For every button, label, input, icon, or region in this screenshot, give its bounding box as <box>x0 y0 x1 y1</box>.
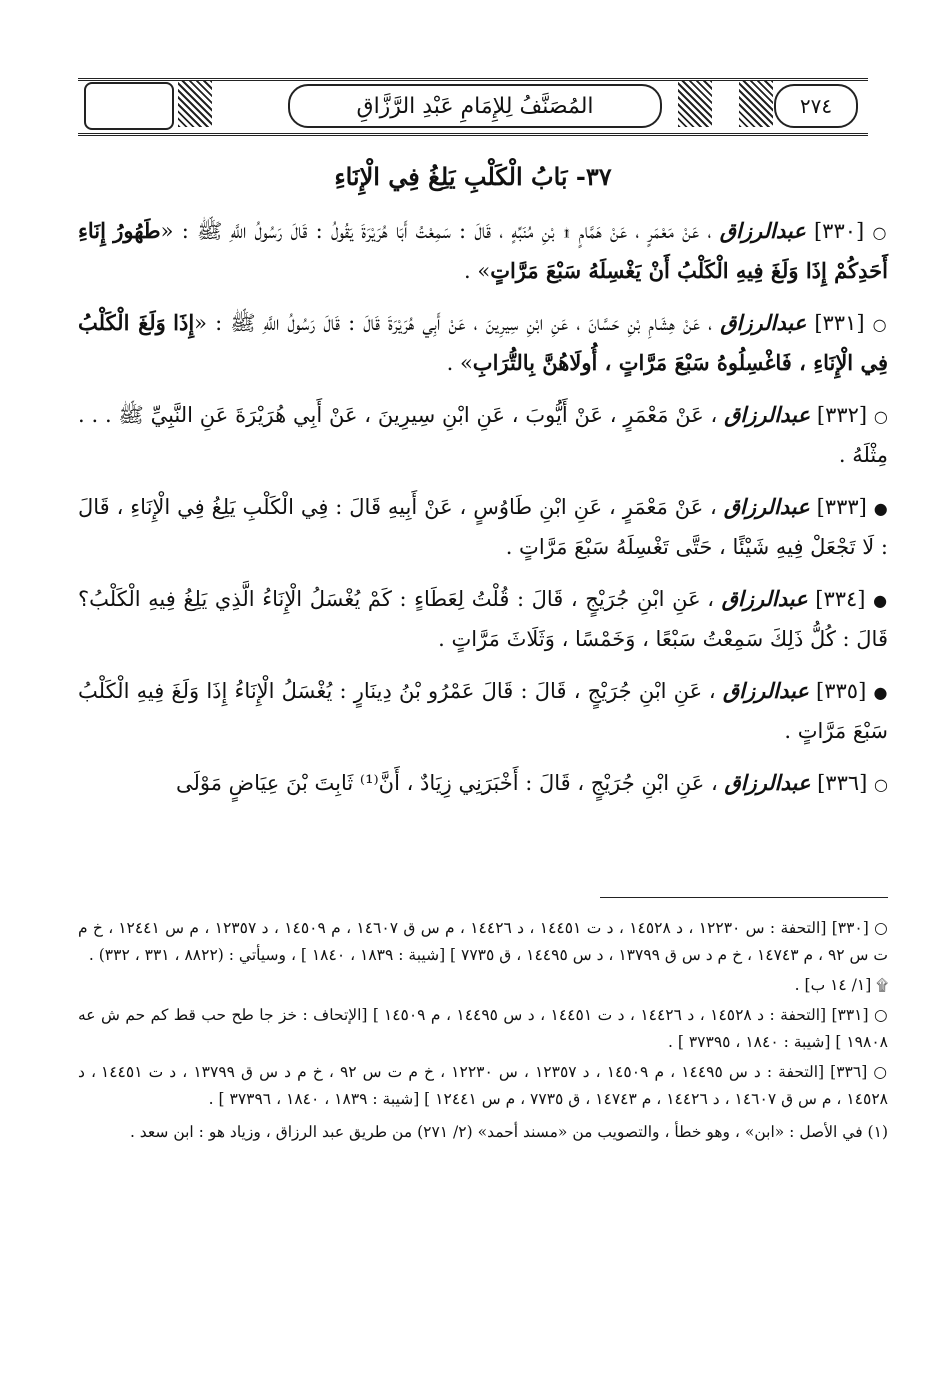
hadith-body <box>78 212 888 818</box>
source-name: عبدالرزاق <box>720 310 807 335</box>
hadith-number: [٣٣٥] <box>816 679 867 703</box>
page-header <box>78 78 868 136</box>
source-name: عبدالرزاق <box>722 678 809 703</box>
hadith-number: [٣٣٣] <box>816 495 867 519</box>
running-title: المُصَنَّفُ لِلإِمَامِ عَبْدِ الرَّزَّاقِ <box>288 84 662 128</box>
hadith-330 <box>78 212 888 290</box>
isnad-text: ، عَنِ ابْنِ جُرَيْجٍ ، قَالَ : قَالَ عَمْرُو بْنُ دِينَارٍ : يُغْسَلُ الْإِنَاءُ إِذَا وَلَغَ فِيهِ الْكَلْبُ سَبْعَ مَرَّاتٍ . <box>78 679 888 743</box>
isnad-text: ، عَنْ هِشَامِ بْنِ حَسَّانَ ، عَنِ ابْنِ سِيرِينَ ، عَنْ أَبِي هُرَيْرَةَ قَالَ : قَالَ رَسُولُ اللَّهِ ﷺ : « <box>194 311 713 335</box>
note-folio: ۩ [١/ ١٤ ب] . <box>794 976 888 994</box>
source-name: عبدالرزاق <box>724 770 811 795</box>
marker: ○ <box>874 775 888 794</box>
ornament-left <box>178 81 212 127</box>
chapter-title: ٣٧- بَابُ الْكَلْبِ يَلِغُ فِي الْإِنَاءِ <box>334 162 612 191</box>
ornament-right <box>739 81 773 127</box>
hadith-332 <box>78 396 888 474</box>
source-name: عبدالرزاق <box>724 402 811 427</box>
note-331: ○ [٣٣١] [التحفة : د ١٤٥٢٨ ، د ١٤٤٢٦ ، د ت ١٤٤٥١ ، د س ١٤٤٩٥ ، م ١٤٥٠٩ ] [الإتحاف : خز جا طح حب قط كم حم ش عه ١٩٨٠٨ ] [شيبة : ١٨٤٠ ، ٣٧٣٩٥ ] . <box>78 1006 888 1051</box>
note-330: ○ [٣٣٠] [التحفة : س ١٢٢٣٠ ، د ١٤٥٢٨ ، د ت ١٤٤٥١ ، د ١٤٤٢٦ ، م س ق ١٤٦٠٧ ، م ١٤٥٠٩ ، د ١٢٣٥٧ ، م س ١٢٤٤١ ، خ م ت س ٩٢ ، م ١٤٧٤٣ ، خ م د س ق ١٣٧٩٩ ، د س ١٤٤٩٥ ، ق ٧٧٣٥ ] [شيبة : ١٨٣٩ ، ١٨٤٠ ] ، وسيأتي : (٨٨٢٢ ، ٣٣١ ، ٣٣٢) . <box>78 919 889 964</box>
matn-text: إِذَا وَلَغَ الْكَلْبُ فِي الْإِنَاءِ ، فَاغْسِلُوهُ سَبْعَ مَرَّاتٍ ، أُولَاهُنَّ بِالتُّرَابِ <box>78 310 888 375</box>
marker: ● <box>873 591 888 610</box>
hadith-331 <box>78 304 888 382</box>
hadith-number: [٣٣٤] <box>815 587 866 611</box>
book-seal-logo <box>84 82 174 130</box>
closing-text: » . <box>446 351 473 375</box>
hadith-number: [٣٣١] <box>814 311 865 335</box>
footnote-1: (١) في الأصل : «ابن» ، وهو خطأ ، والتصويب من «مسند أحمد» (٢/ ٢٧١) من طريق عبد الرزاق ، وزياد هو : ابن سعد . <box>129 1123 888 1141</box>
isnad-text: ، عَنْ مَعْمَرٍ ، عَنْ أَيُّوبَ ، عَنِ ابْنِ سِيرِينَ ، عَنْ أَبِي هُرَيْرَةَ عَنِ النَّبِيِّ ﷺ . . . مِثْلَهُ . <box>78 403 888 467</box>
hadith-number: [٣٣٦] <box>817 771 868 795</box>
matn-text: طَهُورُ إِنَاءِ أَحَدِكُمْ إِذَا وَلَغَ فِيهِ الْكَلْبُ أَنْ يَغْسِلَهُ سَبْعَ مَرَّاتٍ <box>78 218 888 283</box>
isnad-text: ، عَنْ مَعْمَرٍ ، عَنِ ابْنِ طَاوُسٍ ، عَنْ أَبِيهِ قَالَ : فِي الْكَلْبِ يَلِغُ فِي الْإِنَاءِ ، قَالَ : لَا تَجْعَلْ فِيهِ شَيْئًا ، حَتَّى تَغْسِلَهُ سَبْعَ مَرَّاتٍ . <box>78 495 888 559</box>
footnote-divider <box>600 897 888 898</box>
page-number: ٢٧٤ <box>774 84 858 128</box>
marker: ● <box>873 683 888 702</box>
isnad-text: ، عَنْ مَعْمَرٍ ، عَنْ هَمَّامٍ ۩ بْنِ مُنَبِّهٍ ، قَالَ : سَمِعْتُ أَبَا هُرَيْرَةَ يَقُولُ : قَالَ رَسُولُ اللَّهِ ﷺ : « <box>160 219 712 243</box>
source-name: عبدالرزاق <box>719 218 806 243</box>
note-336: ○ [٣٣٦] [التحفة : د س ١٤٤٩٥ ، م ١٤٥٠٩ ، د ١٢٣٥٧ ، س ١٢٢٣٠ ، خ م ت س ٩٢ ، خ م د س ق ١٣٧٩٩ ، د ت ١٤٤٥١ ، د ١٤٥٢٨ ، م س ق ١٤٦٠٧ ، د ١٤٤٢٦ ، م ١٤٧٤٣ ، ق ٧٧٣٥ ، م س ١٢٤٤١ ] [شيبة : ١٨٣٩ ، ١٨٤٠ ، ٣٧٣٩٦ ] . <box>78 1063 888 1108</box>
closing-text: » . <box>463 259 491 283</box>
marker: ○ <box>872 315 888 334</box>
isnad-text: ، عَنِ ابْنِ جُرَيْجٍ ، قَالَ : قُلْتُ لِعَطَاءٍ : كَمْ يُغْسَلُ الْإِنَاءُ الَّذِي يَلِغُ فِيهِ الْكَلْبُ؟ قَالَ : كُلُّ ذَلِكَ سَمِعْتُ سَبْعًا ، وَخَمْسًا ، وَثَلَاثَ مَرَّاتٍ . <box>78 587 888 651</box>
athar-333 <box>78 488 888 566</box>
athar-334 <box>78 580 888 658</box>
ornament-mid <box>678 81 712 127</box>
hadith-number: [٣٣٢] <box>816 403 868 427</box>
source-name: عبدالرزاق <box>723 494 810 519</box>
hadith-336 <box>78 764 888 804</box>
hadith-number: [٣٣٠] <box>813 219 865 243</box>
marker: ○ <box>873 407 889 426</box>
marker: ● <box>873 499 888 518</box>
isnad-text: ، عَنِ ابْنِ جُرَيْجٍ ، قَالَ : أَخْبَرَنِي زِيَادٌ ، أَنَّ⁽¹⁾ ثَابِتَ بْنَ عِيَاضٍ مَوْلَى <box>176 771 718 795</box>
source-name: عبدالرزاق <box>721 586 808 611</box>
marker: ○ <box>872 223 888 242</box>
athar-335 <box>78 672 888 750</box>
footnotes <box>78 915 888 1149</box>
